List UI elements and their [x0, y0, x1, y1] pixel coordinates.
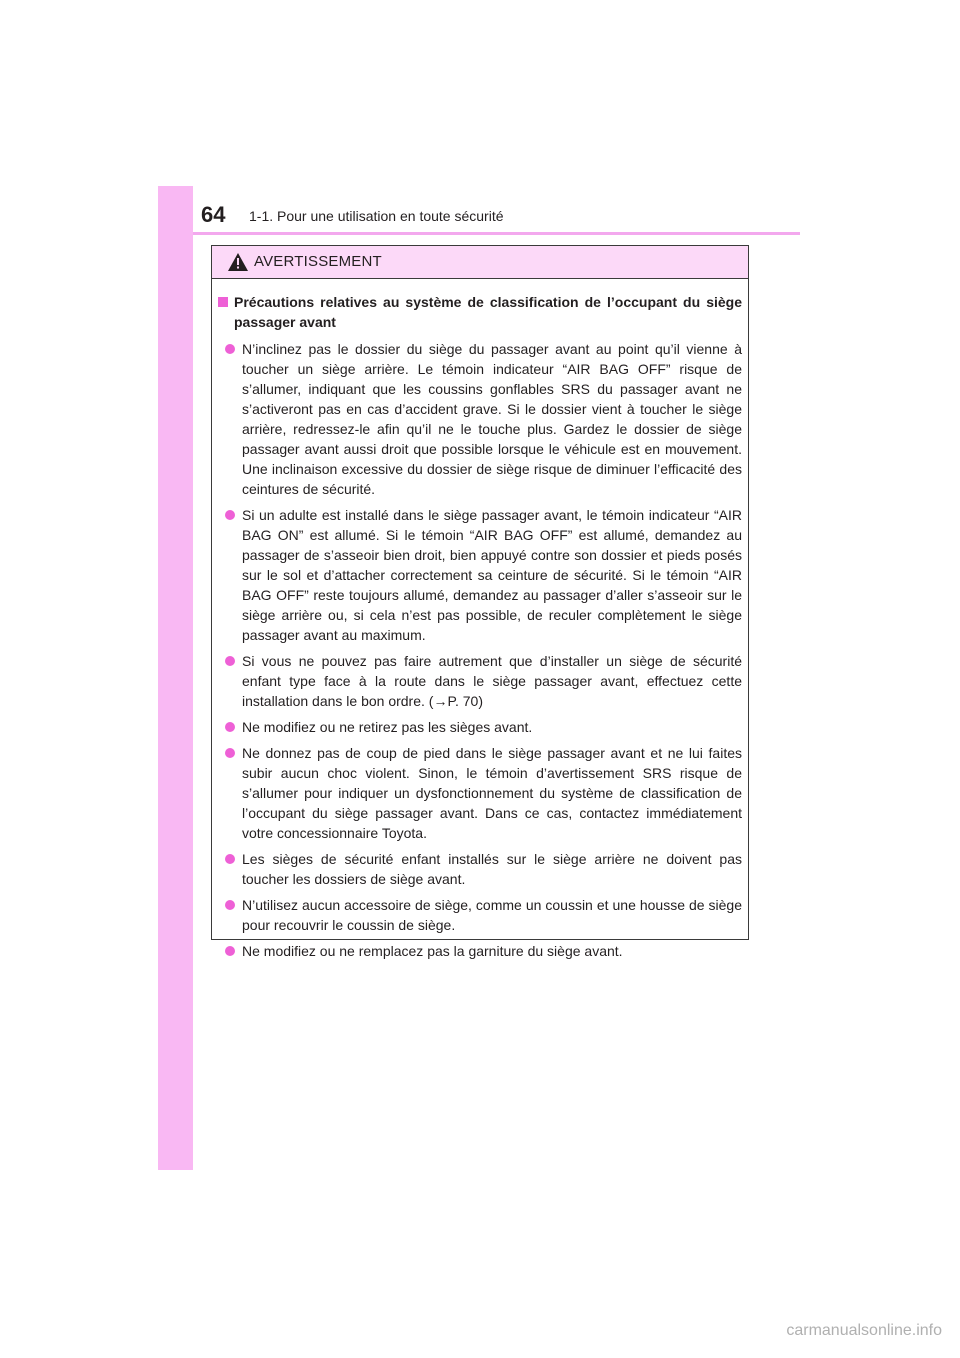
list-item	[218, 849, 742, 889]
section-heading-text: Précautions relatives au système de classification de l’occupant du siège passager avant	[234, 294, 742, 330]
chapter-title: 1-1. Pour une utilisation en toute sécurité	[249, 208, 504, 224]
list-item	[218, 651, 742, 711]
round-bullet-icon	[225, 344, 235, 354]
warning-box	[211, 245, 749, 959]
page-number: 64	[201, 202, 226, 227]
section-heading	[218, 292, 742, 332]
warning-title: AVERTISSEMENT	[254, 253, 382, 270]
list-item-text: Ne modifiez ou ne remplacez pas la garniture du siège avant.	[242, 943, 623, 959]
list-item-text: N’inclinez pas le dossier du siège du passager avant au point qu’il vienne à toucher un siège arrière. Le témoin indicateur “AIR BAG OFF” risque de s’allumer, indiquant que les coussins gonflables SRS du passager avant ne s’activeront pas en cas d’accident grave. Si le dossier vient à toucher le siège arrière, redressez-le afin qu’il ne le touche plus. Gardez le dossier de siège passager avant aussi droit que possible lorsque le véhicule est en mouvement. Une inclinaison excessive du dossier de siège risque de diminuer l’efficacité des ceintures de sécurité.	[242, 341, 742, 497]
list-item-text: Ne modifiez ou ne retirez pas les sièges avant.	[242, 719, 533, 735]
list-item-text: Si un adulte est installé dans le siège passager avant, le témoin indicateur “AIR BAG ON” est allumé. Si le témoin “AIR BAG OFF” est allumé, demandez au passager de s’asseoir bien droit, bien appuyé contre son dossier et pieds posés sur le sol et d’attacher correctement sa ceinture de sécurité. Si le témoin “AIR BAG OFF” reste toujours allumé, demandez au passager d’aller s’asseoir sur le siège arrière ou, si cela n’est pas possible, de reculer complètement le siège passager avant au maximum.	[242, 507, 742, 643]
list-item-text: N’utilisez aucun accessoire de siège, comme un coussin et une housse de siège pour recouvrir le coussin de siège.	[242, 897, 742, 933]
round-bullet-icon	[225, 854, 235, 864]
warning-body	[212, 279, 748, 961]
round-bullet-icon	[225, 946, 235, 956]
list-item-text: Ne donnez pas de coup de pied dans le siège passager avant et ne lui faites subir aucun choc violent. Sinon, le témoin d’avertissement SRS risque de s’allumer pour indiquer un dysfonctionnement du système de classification de l’occupant du siège passager avant. Dans ce cas, contactez immédiatement votre concessionnaire Toyota.	[242, 745, 742, 841]
list-item	[218, 717, 742, 737]
square-bullet-icon	[218, 297, 228, 307]
warning-triangle-icon	[228, 253, 248, 271]
round-bullet-icon	[225, 722, 235, 732]
header-divider	[193, 232, 800, 235]
round-bullet-icon	[225, 656, 235, 666]
list-item-text: Les sièges de sécurité enfant installés sur le siège arrière ne doivent pas toucher les dossiers de siège avant.	[242, 851, 742, 887]
footer-watermark: carmanualsonline.info	[786, 1322, 942, 1339]
list-item	[218, 941, 742, 961]
round-bullet-icon	[225, 748, 235, 758]
warning-header	[212, 246, 748, 279]
list-item-text: Si vous ne pouvez pas faire autrement que d’installer un siège de sécurité enfant type face à la route dans le siège passager avant, effectuez cette installation dans le bon ordre. (→P. 70)	[242, 653, 742, 709]
round-bullet-icon	[225, 510, 235, 520]
list-item	[218, 743, 742, 843]
list-item	[218, 339, 742, 499]
list-item	[218, 895, 742, 935]
chapter-side-band	[158, 186, 193, 1170]
list-item	[218, 505, 742, 645]
round-bullet-icon	[225, 900, 235, 910]
